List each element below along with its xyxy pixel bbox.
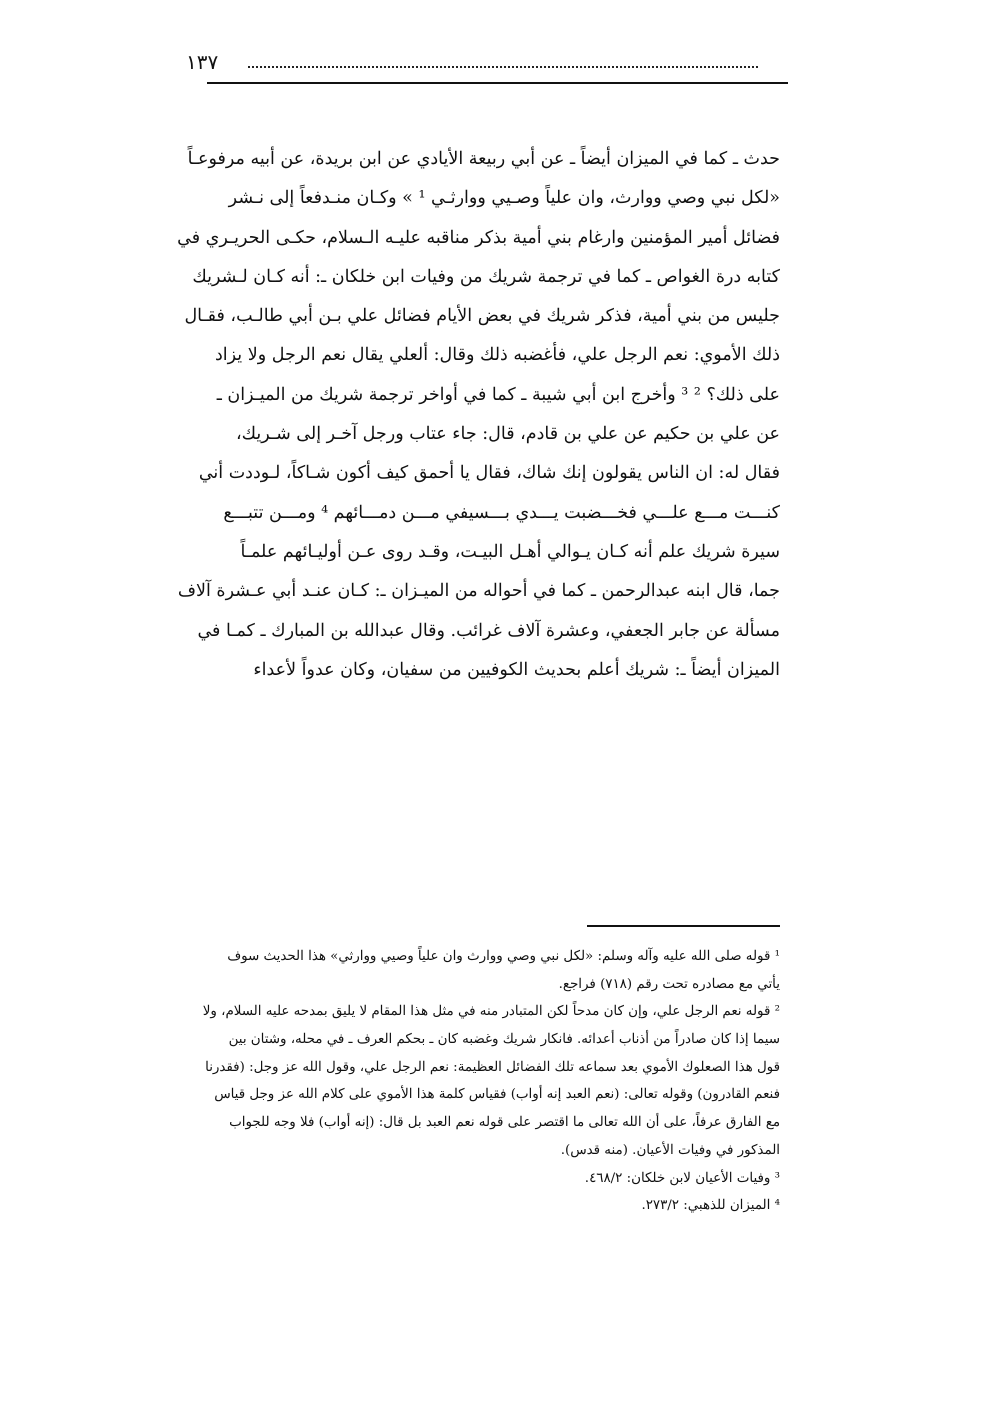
body-line: على ذلك؟ ² ³ وأخرج ابن أبي شيبة ـ كما في أواخر ترجمة شريك من الميـزان ـ <box>216 384 780 405</box>
body-line: كنـــت مـــع علـــي فخـــضبت يـــدي بـــسيفي مـــن دمـــائهم ⁴ ومـــن تتبـــع <box>223 502 780 523</box>
body-line: الميزان أيضاً ـ: شريك أعلم بحديث الكوفيين من سفيان، وكان عدواً لأعداء <box>253 659 780 680</box>
footnotes <box>186 943 780 1220</box>
footnote-line: قول هذا الصعلوك الأموي بعد سماعه تلك الفضائل العظيمة: نعم الرجل علي، وقول الله عز وجل: (فقدرنا <box>205 1059 780 1075</box>
body-line: كتابه درة الغواص ـ كما في ترجمة شريك من وفيات ابن خلكان ـ: أنه كـان لـشريك <box>192 266 780 287</box>
footnote-line: ⁴ الميزان للذهبي: ٢٧٣/٢. <box>641 1198 780 1214</box>
footnote-separator <box>587 925 780 927</box>
footnote-line: ³ وفيات الأعيان لابن خلكان: ٤٦٨/٢. <box>584 1170 780 1186</box>
body-line: مسألة عن جابر الجعفي، وعشرة آلاف غرائب. وقال عبدالله بن المبارك ـ كمـا في <box>197 620 780 641</box>
body-line: عن علي بن حكيم عن علي بن قادم، قال: جاء عتاب ورجل آخـر إلى شـريك، <box>236 424 780 445</box>
footnote-line: سيما إذا كان صادراً من أذناب أعدائه. فانكار شريك وغضبه كان ـ بحكم العرف ـ في محله، وشتان بين <box>228 1032 780 1048</box>
page-number: ١٣٧ <box>186 50 219 74</box>
body-line: فضائل أمير المؤمنين وارغام بني أمية بذكر مناقبه عليـه الـسلام، حكـى الحريـري في <box>177 227 780 248</box>
body-line: جليس من بني أمية، فذكر شريك في بعض الأيام فضائل علي بـن أبي طالـب، فقـال <box>184 306 780 327</box>
footnote-line: يأتي مع مصادره تحت رقم (٧١٨) فراجع. <box>558 976 780 992</box>
footnote-line: المذكور في وفيات الأعيان. (منه قدس). <box>560 1142 780 1158</box>
body-line: فقال له: ان الناس يقولون إنك شاك، فقال يا أحمق كيف أكون شـاكاً، لـوددت أني <box>198 463 780 484</box>
footnote-line: فنعم القادرون) وقوله تعالى: (نعم العبد إنه أواب) فقياس كلمة هذا الأموي على كلام الله عز وجل قياس <box>214 1087 780 1103</box>
footnote-line: مع الفارق عرفاً، على أن الله تعالى ما اقتصر على قوله نعم العبد بل قال: (إنه أواب) فلا وجه للجواب <box>229 1115 780 1131</box>
footnote-line: ² قوله نعم الرجل علي، وإن كان مدحاً لكن المتبادر منه في مثل هذا المقام لا يليق بمدحه عليه السلام، ولا <box>202 1004 780 1020</box>
main-text <box>177 140 780 690</box>
body-line: جما، قال ابنه عبدالرحمن ـ كما في أحواله من الميـزان ـ: كـان عنـد أبي عـشرة آلاف <box>177 581 780 602</box>
footnote-line: ¹ قوله صلى الله عليه وآله وسلم: «لكل نبي وصي ووارث وان علياً وصيي ووارثي» هذا الحديث سوف <box>227 949 780 964</box>
header-dotted-leader <box>248 66 758 68</box>
header-rule <box>207 82 788 84</box>
body-line: «لكل نبي وصي ووارث، وان علياً وصـيي ووارثـي ¹ » وكـان منـدفعاً إلى نـشر <box>228 188 780 209</box>
body-line: سيرة شريك علم أنه كـان يـوالي أهـل البيـت، وقـد روى عـن أوليـائهم علمـاً <box>240 541 780 562</box>
body-line: حدث ـ كما في الميزان أيضاً ـ عن أبي ربيعة الأيادي عن ابن بريدة، عن أبيه مرفوعـاً <box>187 149 780 169</box>
body-line: ذلك الأموي: نعم الرجل علي، فأغضبه ذلك وقال: ألعلي يقال نعم الرجل ولا يزاد <box>215 345 780 366</box>
